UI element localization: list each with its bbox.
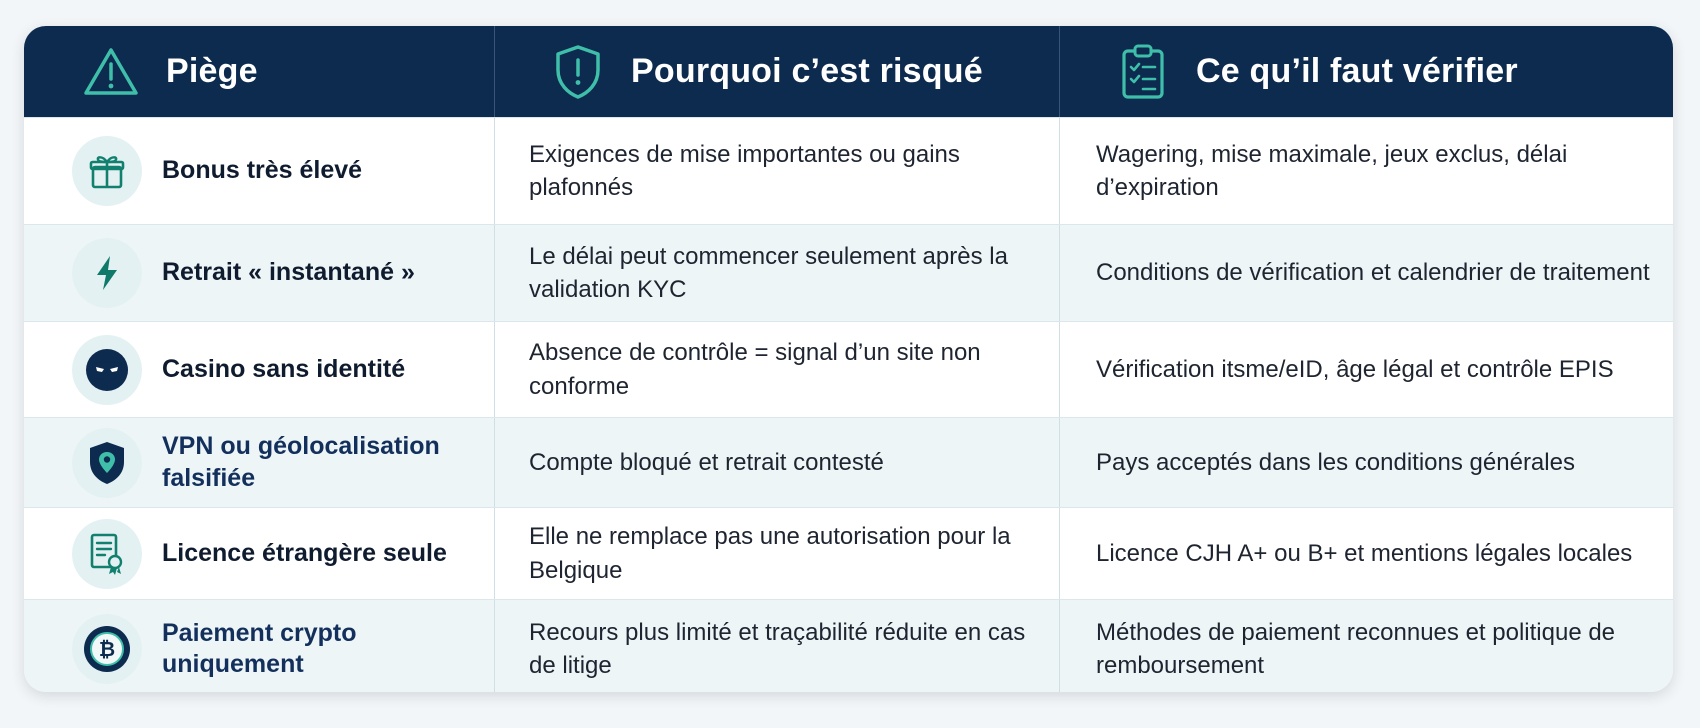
risk-text: Le délai peut commencer seulement après la validation KYC <box>529 242 1008 303</box>
header-title-risk: Pourquoi c’est risqué <box>631 52 983 90</box>
risk-text: Compte bloqué et retrait contesté <box>529 448 884 476</box>
lightning-icon <box>72 238 142 308</box>
pitfall-label: Bonus très élevé <box>162 156 363 185</box>
svg-text:₿: ₿ <box>98 637 116 661</box>
table-row <box>24 117 1673 224</box>
check-text: Méthodes de paiement reconnues et politique de remboursement <box>1096 618 1616 679</box>
pitfall-label: Retrait « instantané » <box>162 258 415 287</box>
shield-location-pin-icon <box>72 428 142 498</box>
check-text: Vérification itsme/eID, âge légal et contrôle EPIS <box>1096 355 1614 383</box>
table-row <box>24 321 1673 417</box>
pitfalls-table <box>24 26 1673 692</box>
pitfall-label: Paiement crypto uniquement <box>162 618 357 678</box>
shield-exclamation-icon <box>547 41 609 103</box>
table-row <box>24 224 1673 321</box>
table-header <box>24 26 1673 117</box>
clipboard-checklist-icon <box>1112 41 1174 103</box>
pitfall-label: VPN ou géolocalisation falsifiée <box>162 432 440 492</box>
table-row <box>24 507 1673 599</box>
warning-triangle-icon <box>80 41 142 103</box>
risk-text: Elle ne remplace pas une autorisation pour la Belgique <box>529 523 1011 584</box>
header-col-check <box>1060 26 1673 117</box>
check-text: Licence CJH A+ ou B+ et mentions légales locales <box>1096 539 1633 567</box>
certificate-document-icon <box>72 519 142 589</box>
header-title-check: Ce qu’il faut vérifier <box>1196 52 1518 90</box>
table-row <box>24 417 1673 507</box>
risk-text: Absence de contrôle = signal d’un site non conforme <box>529 339 981 400</box>
table-row <box>24 599 1673 692</box>
check-text: Pays acceptés dans les conditions générales <box>1096 448 1575 476</box>
header-col-pitfall <box>24 26 495 117</box>
risk-text: Recours plus limité et traçabilité réduite en cas de litige <box>529 618 1026 679</box>
gift-icon <box>72 136 142 206</box>
check-text: Conditions de vérification et calendrier de traitement <box>1096 259 1650 287</box>
bitcoin-coin-icon <box>72 614 142 684</box>
check-text: Wagering, mise maximale, jeux exclus, délai d’expiration <box>1096 140 1568 201</box>
pitfall-label: Casino sans identité <box>162 354 406 383</box>
pitfall-label: Licence étrangère seule <box>162 538 447 567</box>
header-title-pitfall: Piège <box>166 52 258 90</box>
risk-text: Exigences de mise importantes ou gains plafonnés <box>529 140 960 201</box>
mask-icon <box>72 335 142 405</box>
header-col-risk <box>495 26 1060 117</box>
